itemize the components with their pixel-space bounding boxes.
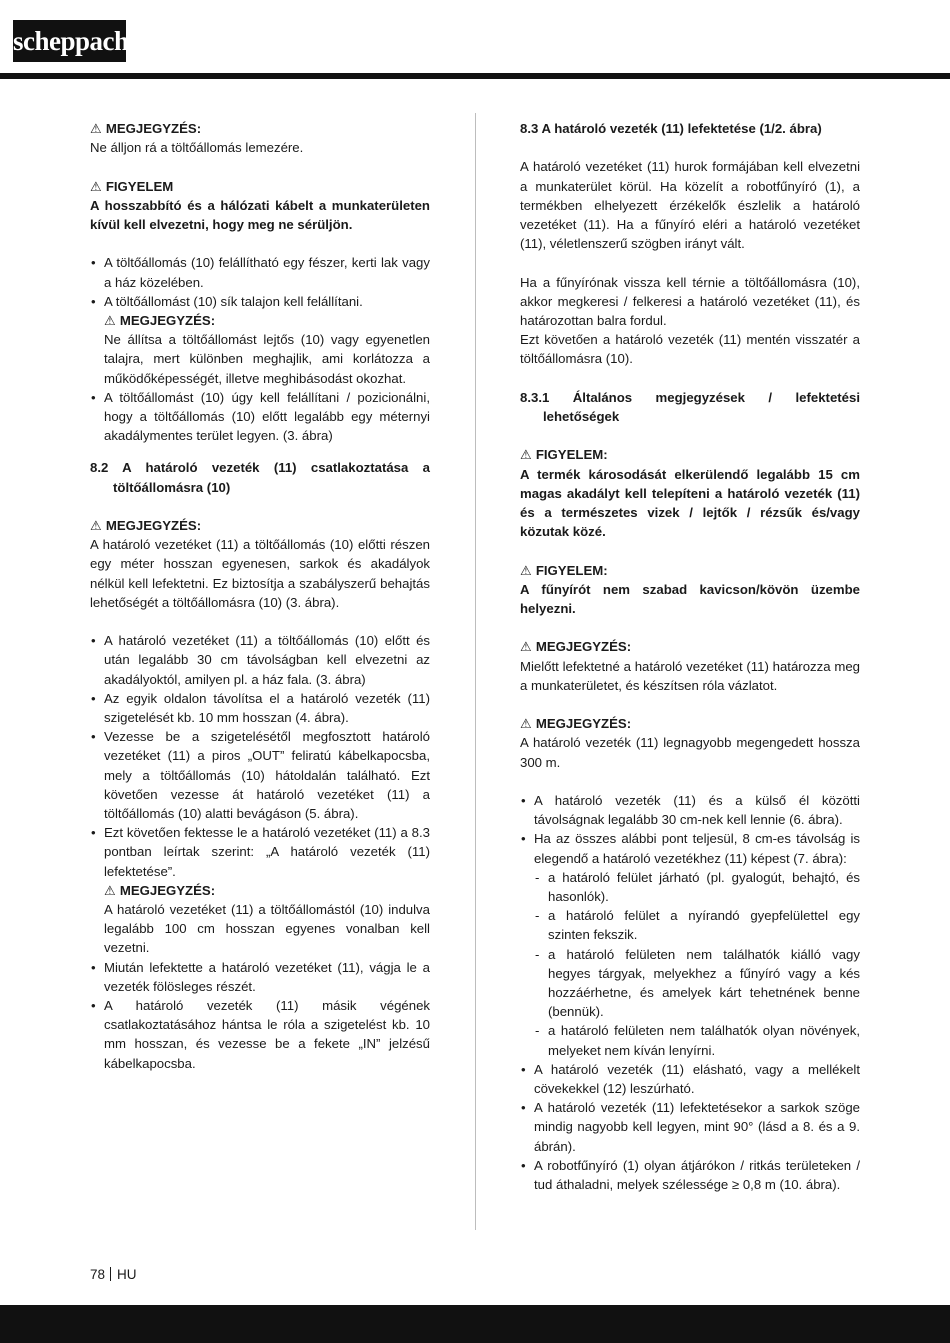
note-text: A határoló vezetéket (11) a töltőállomástól (10) indulva legalább 100 cm hosszan egyenes vonalban kell vezetni. [104, 902, 430, 956]
list-item: • A határoló vezeték (11) másik végének csatlakoztatásához hántsa le róla a szigetelést kb. 10 mm hosszan, és vezesse be a fekete „IN” jelzésű kábelkapocsba. [90, 996, 430, 1073]
brand-logo: scheppach [13, 20, 126, 62]
layout-list [520, 791, 860, 1194]
warning-title: FIGYELEM: [535, 562, 608, 578]
note-text: A határoló vezetéket (11) a töltőállomás (10) előtti részen egy méter hosszan egyenesen, sarkok és akadályok nélkül kell lefektetni. Ez biztosítja a szabályszerű behajtás lehetőségét a töltőállomásra (10) (3. ábra). [90, 537, 430, 610]
note-title: MEGJEGYZÉS: [105, 121, 202, 136]
list-item-text: Ezt követően fektesse le a határoló vezetéket (11) a 8.3 pontban leírtak szerint: „A határoló vezeték (11) lefektetése”. [104, 825, 430, 879]
right-column [520, 119, 860, 1194]
note-text: Ne állítsa a töltőállomást lejtős (10) vagy egyenetlen talajra, mert különben meghajlik, ami korlátozza a működőképességét, illetve meghibásodást okozhat. [104, 332, 430, 386]
list-item: • A határoló vezeték (11) és a külső él közötti távolságnak legalább 30 cm-nek kell lennie (6. ábra). [520, 791, 860, 829]
warning-triangle-icon: ⚠ [520, 447, 532, 463]
paragraph: A határoló vezetéket (11) hurok formájában kell elvezetni a munkaterület körül. Ha közelít a robotfűnyíró (1), a termékben elhelyezett érzékelők észlelik a határoló vezetéket (11). Ha a fűnyíró eléri a határoló vezetéket (11), véletlenszerű szögben irányt vált. [520, 159, 860, 252]
language-code: HU [117, 1267, 137, 1282]
dash-item: - a határoló felület a nyírandó gyepfelülettel egy szinten fekszik. [534, 906, 860, 944]
list-item: • A robotfűnyíró (1) olyan átjárókon / ritkás területeken / tud áthaladni, melyek szélessége ≥ 0,8 m (10. ábra). [520, 1156, 860, 1194]
footer-bar [0, 1305, 950, 1343]
warning-triangle-icon: ⚠ [520, 716, 532, 732]
warning-triangle-icon: ⚠ [520, 639, 532, 655]
list-item: • A határoló vezetéket (11) a töltőállomás (10) előtt és után legalább 30 cm távolságban kell elvezetni az akadályoktól, amilyen pl. a ház fala. (3. ábra) [90, 631, 430, 689]
list-item [90, 823, 430, 957]
header-rule [0, 73, 950, 79]
note-heading [90, 516, 430, 535]
section-heading-8-3: 8.3 A határoló vezeték (11) lefektetése (1/2. ábra) [520, 121, 822, 136]
list-item: • Vezesse be a szigetelésétől megfosztott határoló vezetéket (11) a piros „OUT” feliratú kábelkapocsba, mely a töltőállomás (10) hátoldalán található. Ezt követően vezesse át határoló vezetéket (11) a töltőállomás (10) alatti bevágáson (5. ábra). [90, 727, 430, 823]
warning-text: A termék károsodását elkerülendő legalább 15 cm magas akadályt kell telepíteni a határoló vezeték (11) és a természetes vizek / lejtők / rézsűk és/vagy közutak közé. [520, 466, 860, 540]
note-title: MEGJEGYZÉS: [535, 639, 632, 655]
list-item [520, 829, 860, 1059]
note-text: A határoló vezeték (11) legnagyobb megengedett hossza 300 m. [520, 735, 860, 770]
list-item-text: Ha az összes alábbi pont teljesül, 8 cm-es távolság is elegendő a határoló vezetékhez (11) képest (7. ábra): [534, 831, 860, 866]
warning-triangle-icon: ⚠ [520, 562, 532, 578]
warning-heading [90, 177, 430, 196]
footer-separator [110, 1267, 111, 1281]
note-title: MEGJEGYZÉS: [105, 518, 202, 534]
warning-text: A fűnyírót nem szabad kavicson/kövön üzembe helyezni. [520, 581, 860, 616]
note-heading [90, 119, 430, 138]
note-heading [520, 637, 860, 656]
list-item-text: A töltőállomást (10) sík talajon kell felállítani. [104, 293, 363, 309]
note-title: MEGJEGYZÉS: [535, 716, 632, 732]
warning-triangle-icon: ⚠ [90, 178, 102, 194]
dash-item: - a határoló felületen nem találhatók kiálló vagy hegyes tárgyak, melyekhez a fűnyíró vagy a kés hozzáérhetne, és amelyek kárt tehetnének benne (bennük). [534, 945, 860, 1022]
note-text: Ne álljon rá a töltőállomás lemezére. [90, 140, 304, 156]
column-divider [475, 113, 476, 1230]
warning-heading [520, 445, 860, 464]
list-item: • A töltőállomást (10) úgy kell felállítani / pozicionálni, hogy a töltőállomás (10) előtt legalább egy méternyi akadálymentes terület legyen. (3. ábra) [90, 388, 430, 446]
left-column [90, 119, 430, 1073]
note-heading [520, 714, 860, 733]
paragraph: Ha a fűnyírónak vissza kell térnie a töltőállomásra (10), akkor megkeresi / felkeresi a határoló vezetéket (11), és határozottan balra fordul. [520, 274, 860, 328]
list-item: • Miután lefektette a határoló vezetéket (11), vágja le a vezeték fölösleges részét. [90, 958, 430, 996]
warning-heading [520, 561, 860, 580]
note-title: MEGJEGYZÉS: [119, 313, 216, 328]
page-footer [90, 1265, 137, 1284]
warning-text: A hosszabbító és a hálózati kábelt a munkaterületen kívül kell elvezetni, hogy meg ne sérüljön. [90, 197, 430, 232]
warning-title: FIGYELEM: [535, 447, 608, 463]
note-heading [104, 311, 430, 330]
page-number: 78 [90, 1267, 106, 1282]
warning-triangle-icon: ⚠ [104, 313, 116, 328]
setup-list [90, 253, 430, 445]
warning-title: FIGYELEM [105, 178, 174, 194]
section-heading-8-2: 8.2 A határoló vezeték (11) csatlakoztatása a töltőállomásra (10) [90, 460, 430, 495]
warning-triangle-icon: ⚠ [90, 121, 102, 136]
warning-triangle-icon: ⚠ [104, 882, 116, 898]
condition-list [534, 868, 860, 1060]
list-item: • A töltőállomás (10) felállítható egy fészer, kerti lak vagy a ház közelében. [90, 253, 430, 291]
paragraph: Ezt követően a határoló vezeték (11) mentén visszatér a töltőállomásra (10). [520, 332, 860, 367]
warning-triangle-icon: ⚠ [90, 518, 102, 534]
list-item: • A határoló vezeték (11) lefektetésekor a sarkok szöge mindig nagyobb kell legyen, mint 90° (lásd a 8. és a 9. ábrán). [520, 1098, 860, 1156]
note-text: Mielőtt lefektetné a határoló vezetéket (11) határozza meg a munkaterületet, és készítsen róla vázlatot. [520, 658, 860, 693]
list-item: • A határoló vezeték (11) elásható, vagy a mellékelt cövekekkel (12) leszúrható. [520, 1060, 860, 1098]
list-item: • Az egyik oldalon távolítsa el a határoló vezeték (11) szigetelését kb. 10 mm hosszan (4. ábra). [90, 689, 430, 727]
section-heading-8-3-1: 8.3.1 Általános megjegyzések / lefektetési lehetőségek [520, 389, 860, 424]
note-heading [104, 881, 430, 900]
dash-item: - a határoló felület járható (pl. gyalogút, behajtó, és hasonlók). [534, 868, 860, 906]
dash-item: - a határoló felületen nem találhatók olyan növények, melyeket nem kíván lenyírni. [534, 1021, 860, 1059]
list-item [90, 292, 430, 388]
note-title: MEGJEGYZÉS: [119, 882, 216, 898]
connection-list [90, 631, 430, 1073]
